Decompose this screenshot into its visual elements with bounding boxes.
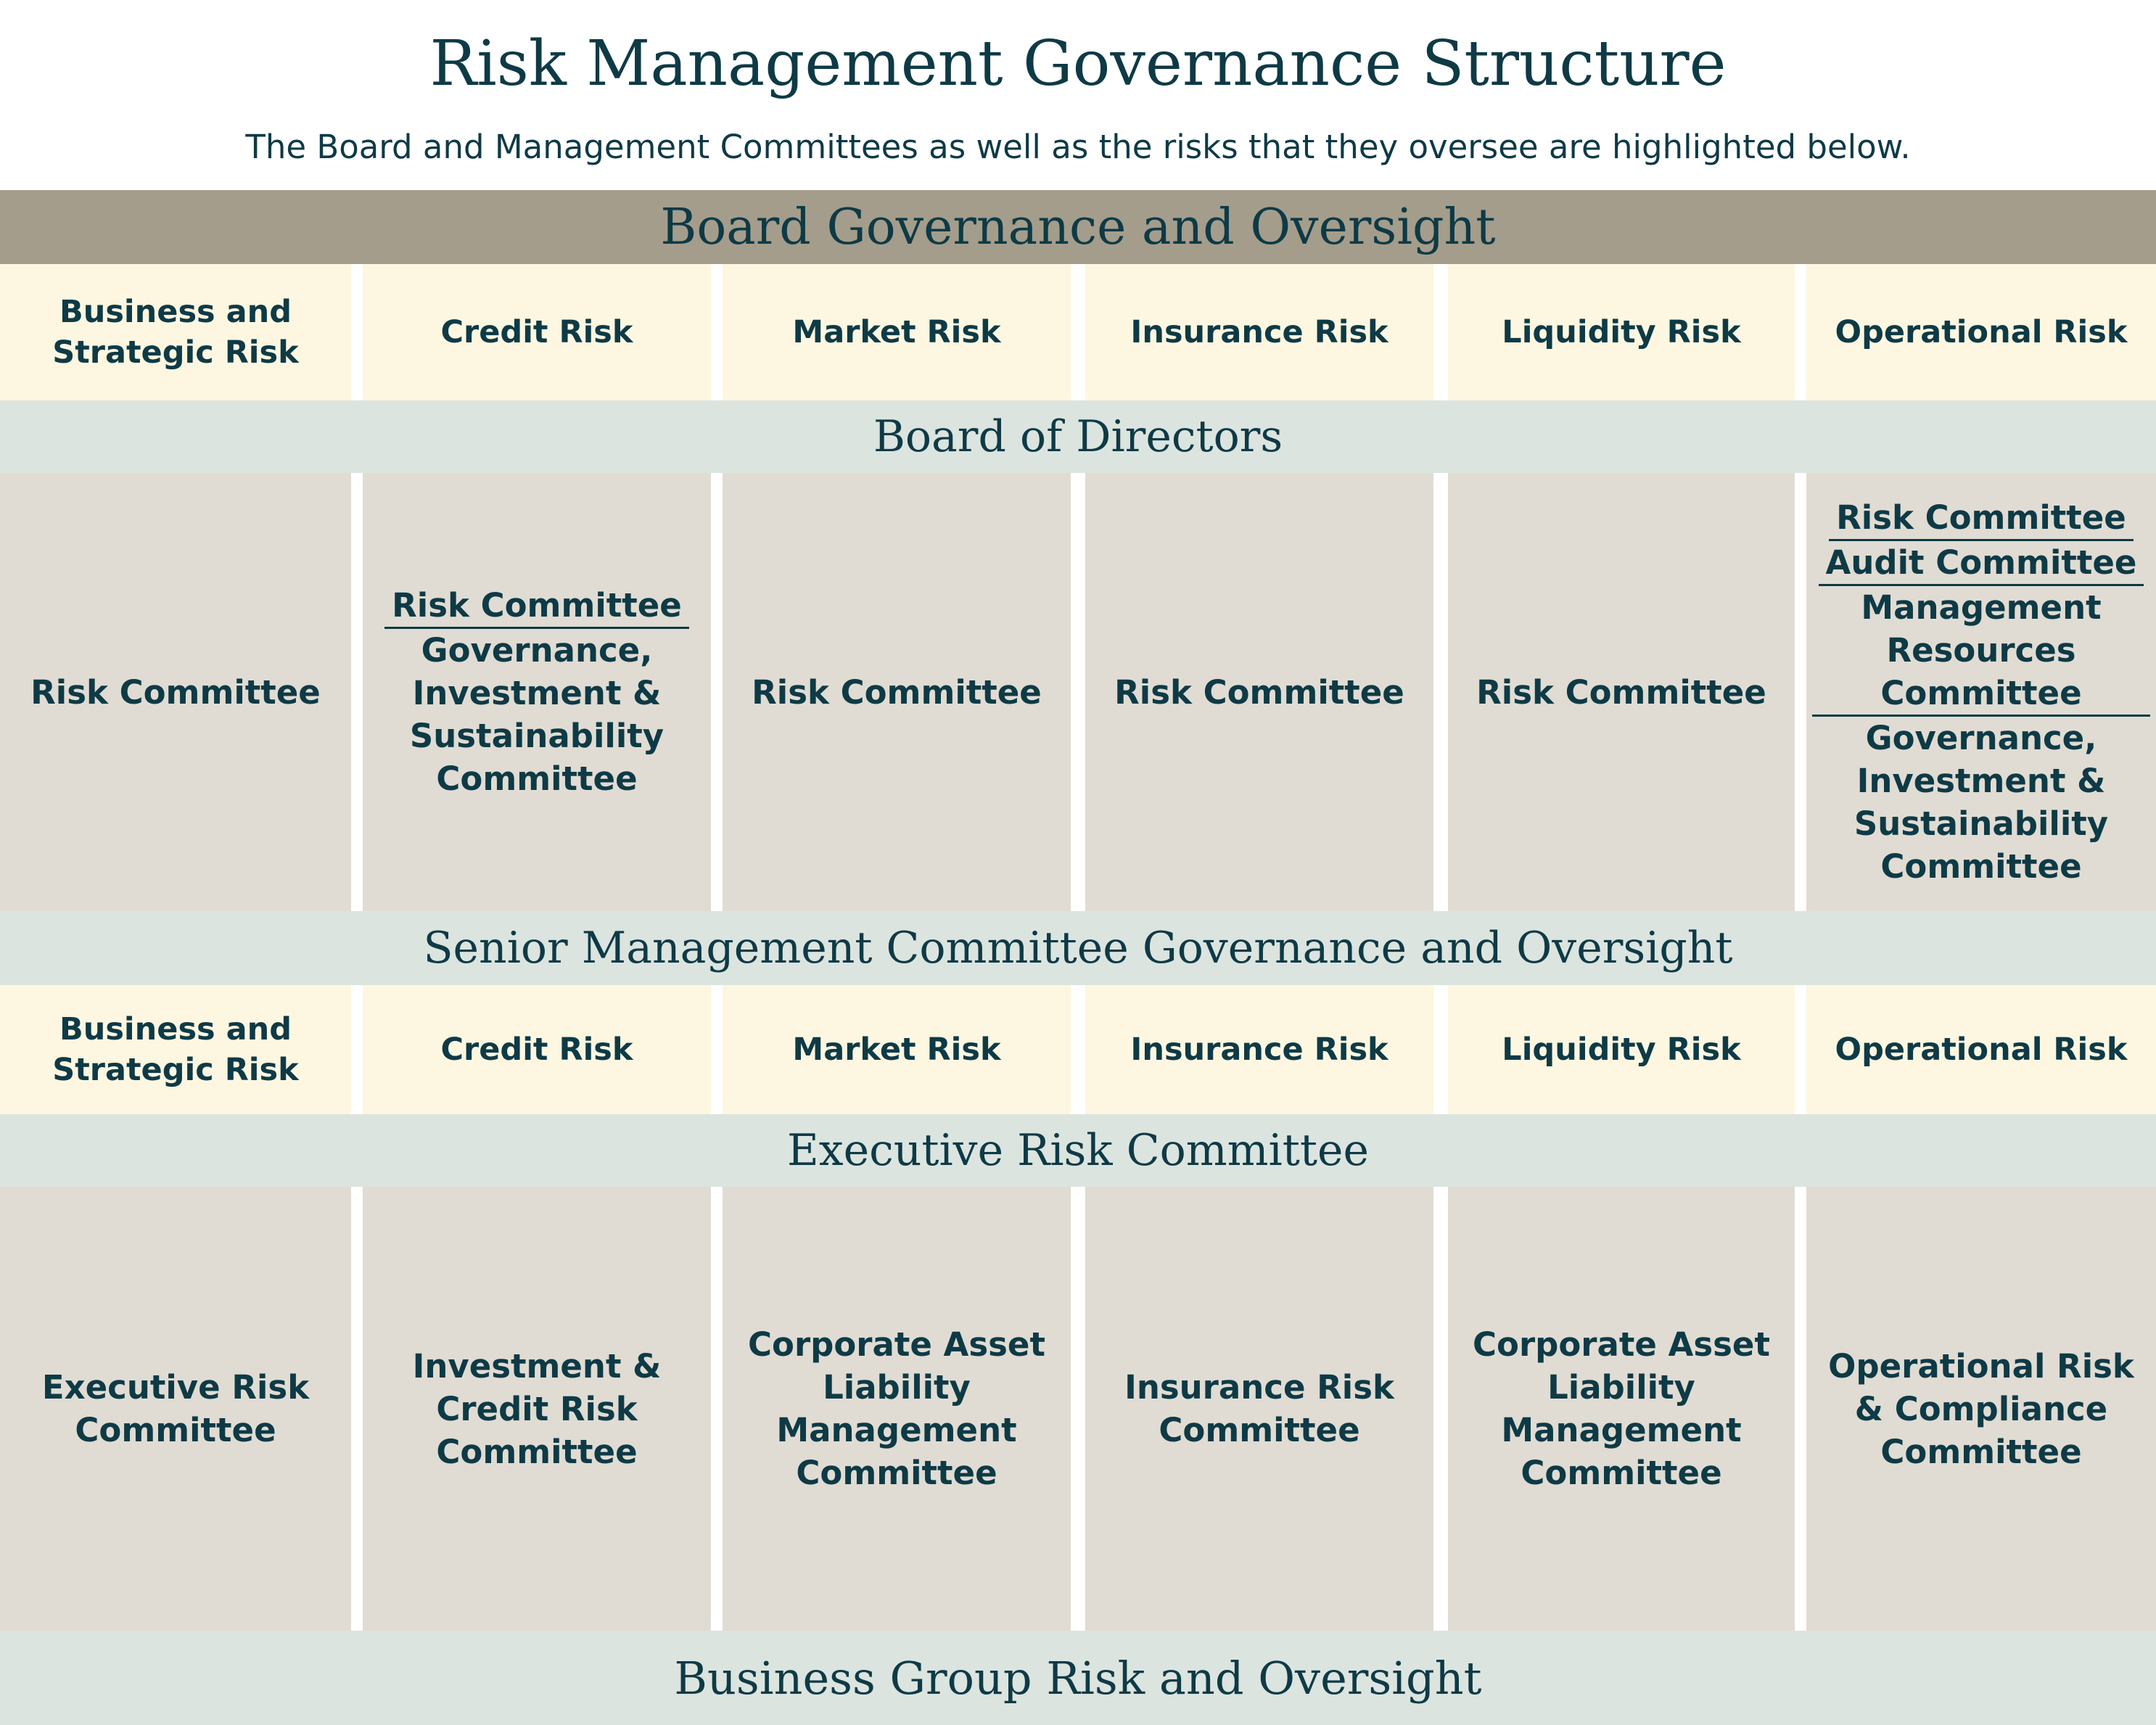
management-committee-operational: Operational Risk & Compliance Committee <box>1806 1187 2156 1631</box>
committee-entry: Audit Committee <box>1819 541 2144 586</box>
management-committee-credit: Investment & Credit Risk Committee <box>363 1187 711 1631</box>
management-committee-insurance: Insurance Risk Committee <box>1085 1187 1433 1631</box>
management-committee-liquidity: Corporate Asset Liability Management Committee <box>1448 1187 1795 1631</box>
board-committees-market <box>723 473 1071 911</box>
executive-risk-committee-band: Executive Risk Committee <box>0 1114 2156 1187</box>
page-subtitle: The Board and Management Committees as well as the risks that they oversee are highlighted below. <box>245 128 1911 166</box>
board-risk-market: Market Risk <box>723 264 1071 400</box>
board-risk-credit: Credit Risk <box>363 264 711 400</box>
committee-entry: Risk Committee <box>1114 672 1404 712</box>
board-committees-liquidity <box>1448 473 1795 911</box>
committee-entry: Management Resources Committee <box>1812 586 2150 717</box>
board-of-directors-band: Board of Directors <box>0 400 2156 473</box>
management-risk-business-strategic: Business and Strategic Risk <box>0 985 351 1114</box>
committee-entry: Risk Committee <box>1476 672 1766 712</box>
management-committee-market: Corporate Asset Liability Management Committee <box>723 1187 1071 1631</box>
page-title: Risk Management Governance Structure <box>429 28 1727 100</box>
committee-entry: Risk Committee <box>384 584 689 629</box>
committee-entry: Governance, Investment & Sustainability Committee <box>1853 719 2109 886</box>
board-risk-operational: Operational Risk <box>1806 264 2156 400</box>
committee-entry: Risk Committee <box>30 672 321 712</box>
management-risk-operational: Operational Risk <box>1806 985 2156 1114</box>
board-risk-business-strategic: Business and Strategic Risk <box>0 264 351 400</box>
board-governance-band: Board Governance and Oversight <box>0 190 2156 264</box>
management-risk-market: Market Risk <box>723 985 1071 1114</box>
board-committees-operational <box>1806 473 2156 911</box>
board-committees-business-strategic <box>0 473 351 911</box>
board-risk-insurance: Insurance Risk <box>1085 264 1433 400</box>
board-risk-row <box>0 264 2156 400</box>
management-risk-insurance: Insurance Risk <box>1085 985 1433 1114</box>
senior-management-band: Senior Management Committee Governance and Oversight <box>0 911 2156 985</box>
board-risk-liquidity: Liquidity Risk <box>1448 264 1795 400</box>
committee-entry: Governance, Investment & Sustainability Committee <box>409 631 665 798</box>
business-group-band: Business Group Risk and Oversight <box>0 1631 2156 1725</box>
committee-entry: Risk Committee <box>1829 496 2134 541</box>
management-risk-credit: Credit Risk <box>363 985 711 1114</box>
management-risk-row <box>0 985 2156 1114</box>
management-risk-liquidity: Liquidity Risk <box>1448 985 1795 1114</box>
management-committee-business-strategic: Executive Risk Committee <box>0 1187 351 1631</box>
board-committees-credit <box>363 473 711 911</box>
board-committee-row <box>0 473 2156 911</box>
management-committee-row <box>0 1187 2156 1631</box>
board-committees-insurance <box>1085 473 1433 911</box>
committee-entry: Risk Committee <box>752 672 1042 712</box>
